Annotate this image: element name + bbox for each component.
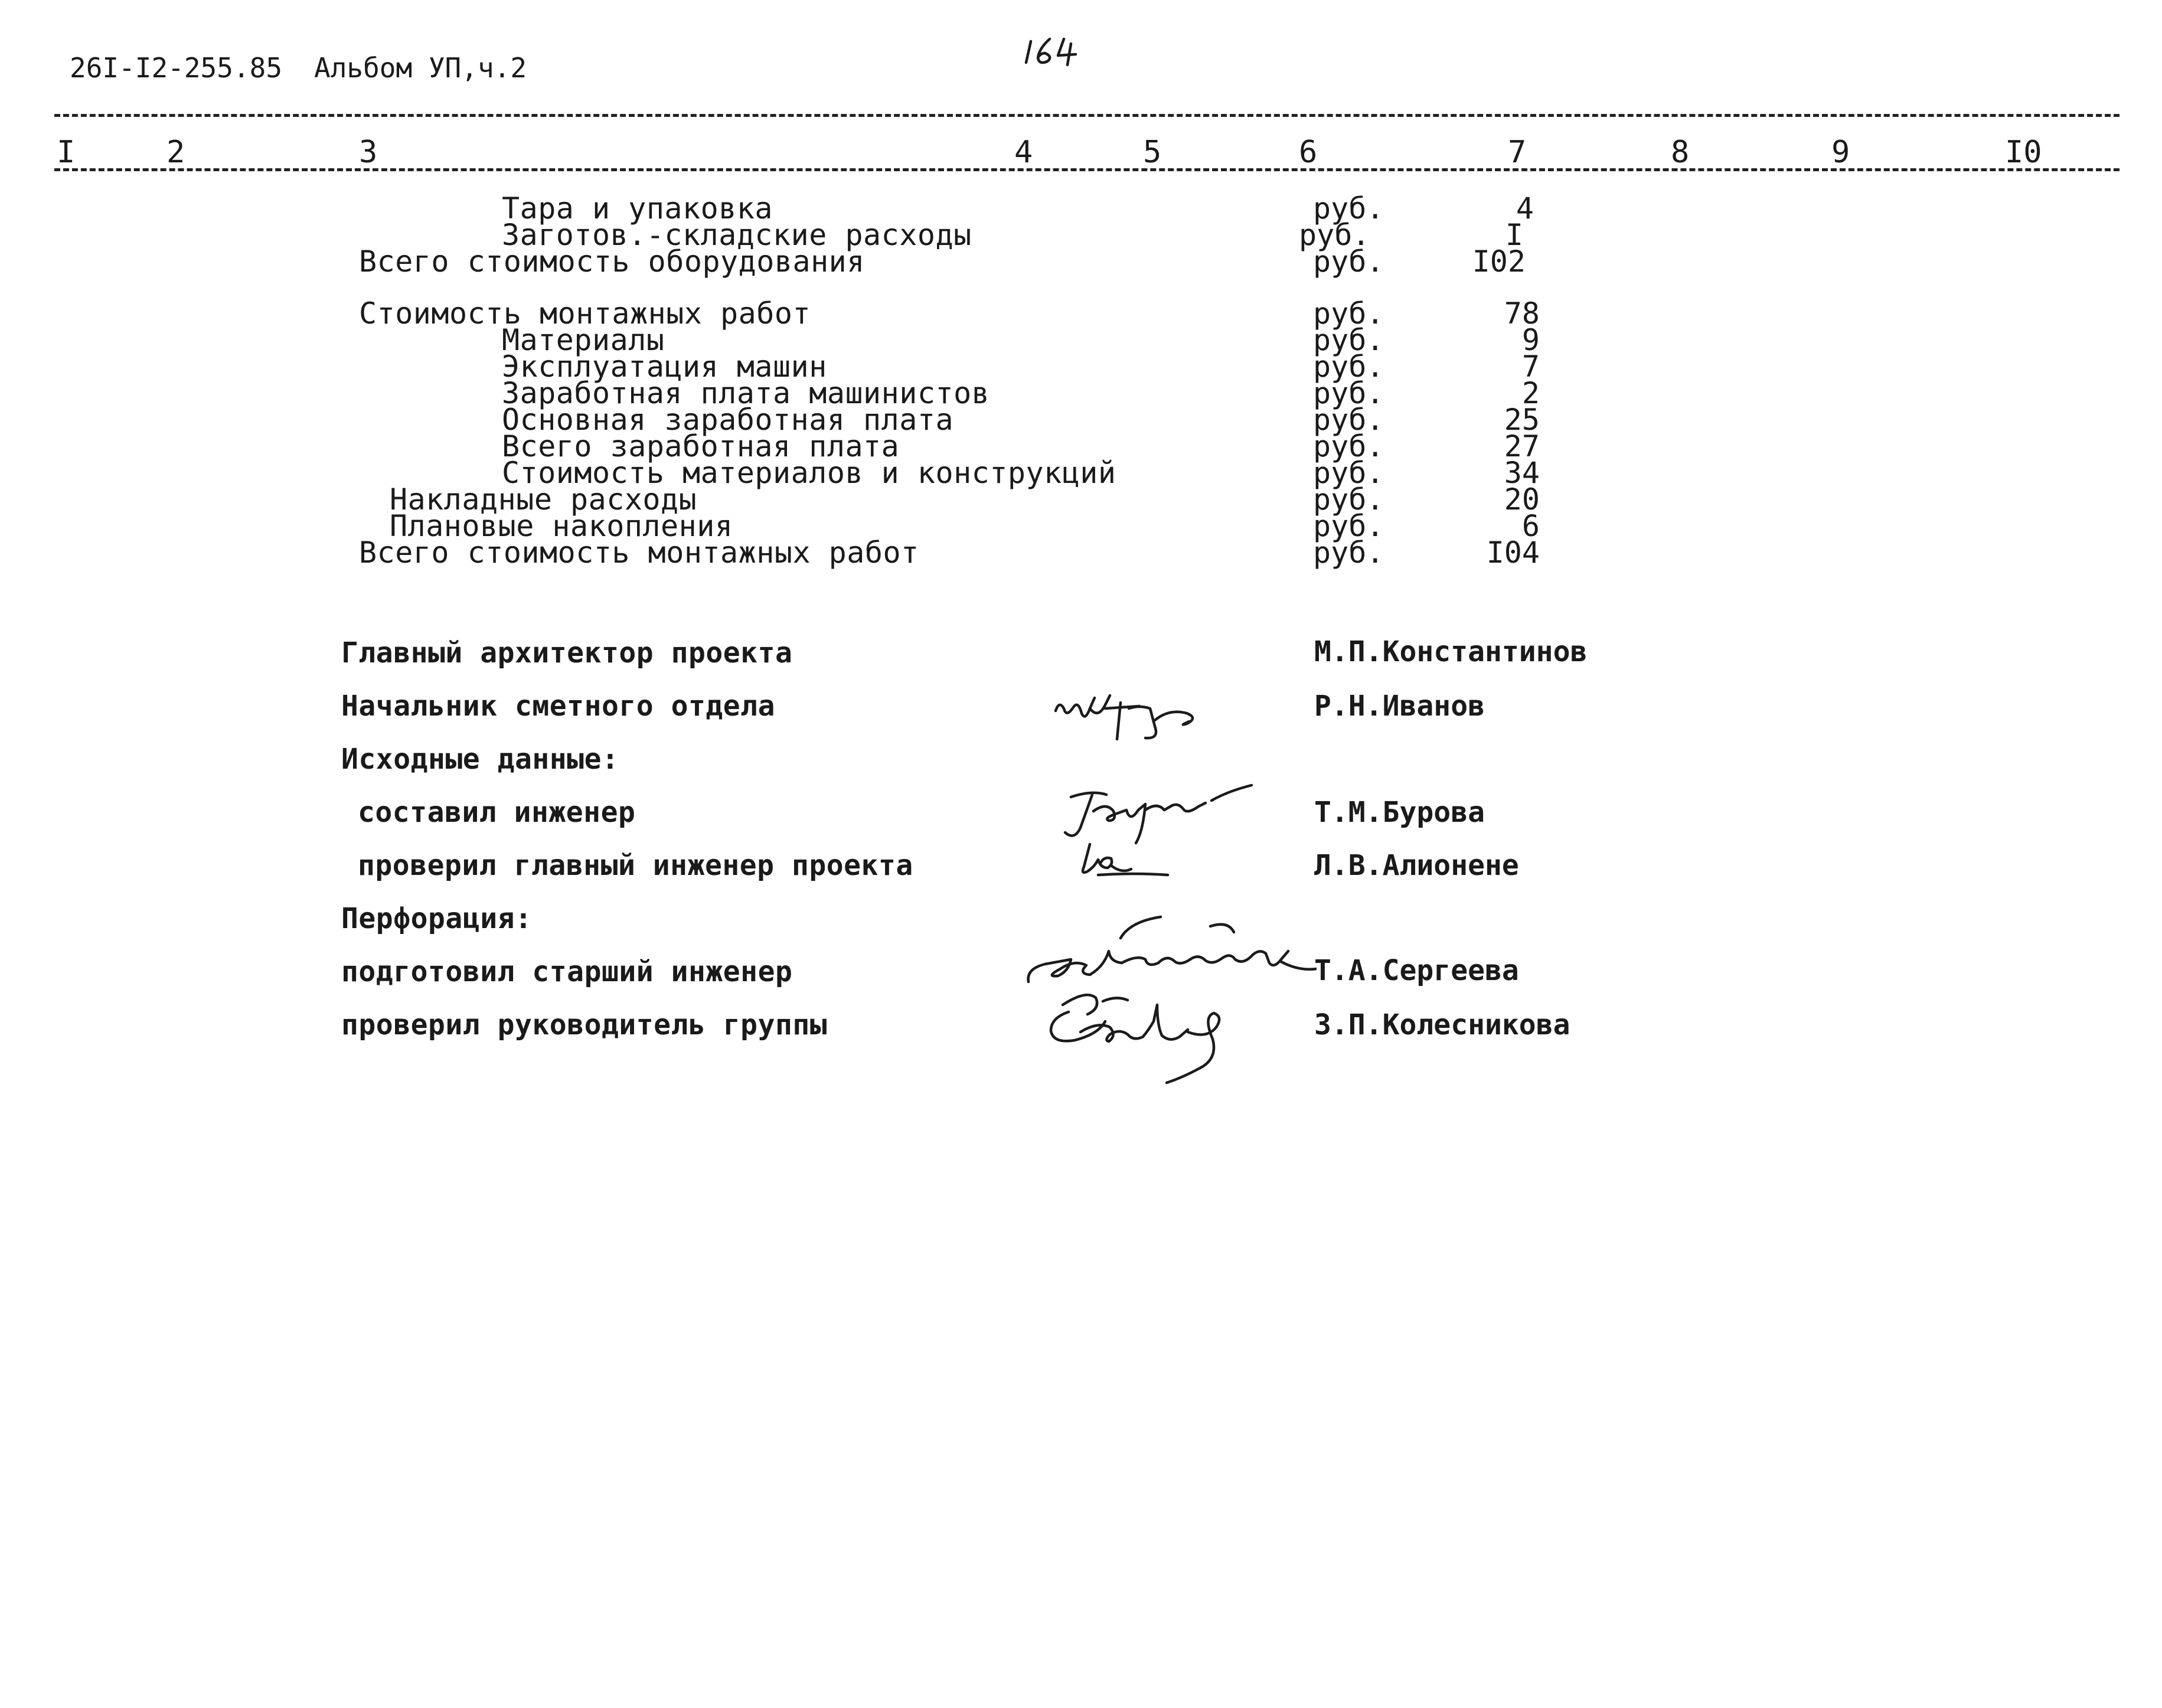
row-name: Заготов.-складские расходы: [502, 218, 972, 252]
row-name: Стоимость монтажных работ: [359, 296, 811, 331]
row-name: Всего стоимость монтажных работ: [359, 535, 919, 570]
row-value: 34: [1504, 456, 1540, 490]
row-value: 27: [1504, 429, 1540, 463]
row-value: I02: [1472, 244, 1526, 279]
signature-role: проверил главный инженер проекта: [358, 849, 913, 882]
signature-kolesnikova: [1039, 980, 1275, 1086]
column-number-5: 5: [1143, 135, 1162, 170]
row-value: 25: [1504, 403, 1540, 437]
row-unit: руб.: [1313, 376, 1384, 410]
row-unit: руб.: [1313, 509, 1384, 543]
row-unit: руб.: [1313, 403, 1384, 437]
row-unit: руб.: [1313, 296, 1384, 331]
row-unit: руб.: [1313, 323, 1384, 357]
row-name: Материалы: [502, 323, 665, 357]
row-value: I04: [1486, 535, 1540, 570]
row-unit: руб.: [1313, 456, 1384, 490]
column-number-2: 2: [166, 135, 185, 170]
signature-name: Л.В.Алионене: [1314, 849, 1519, 882]
row-unit: руб.: [1313, 191, 1384, 226]
row-value: 7: [1521, 350, 1540, 384]
column-number-7: 7: [1508, 135, 1527, 170]
row-unit: руб.: [1299, 218, 1370, 252]
row-unit: руб.: [1313, 244, 1384, 279]
row-unit: руб.: [1313, 482, 1384, 517]
column-number-8: 8: [1671, 135, 1690, 170]
signature-name: Т.М.Бурова: [1314, 796, 1485, 829]
row-name: Основная заработная плата: [502, 403, 954, 437]
section-heading: Перфорация:: [341, 902, 533, 935]
signature-role: составил инженер: [358, 796, 636, 829]
row-unit: руб.: [1313, 429, 1384, 463]
signature-name: Т.А.Сергеева: [1314, 954, 1519, 987]
signature-name: З.П.Колесникова: [1314, 1008, 1570, 1041]
row-name: Заработная плата машинистов: [502, 376, 990, 410]
top-rule: [54, 114, 2119, 117]
row-name: Эксплуатация машин: [502, 350, 827, 384]
signature-name: М.П.Константинов: [1314, 635, 1588, 668]
row-value: 4: [1516, 191, 1534, 226]
row-name: Всего стоимость оборудования: [359, 244, 865, 279]
row-value: 2: [1521, 376, 1540, 410]
row-name: Накладные расходы: [390, 482, 697, 517]
signature-name: Р.Н.Иванов: [1314, 690, 1485, 723]
row-value: 9: [1521, 323, 1540, 357]
row-name: Плановые накопления: [390, 509, 733, 543]
row-name: Стоимость материалов и конструкций: [502, 456, 1116, 490]
row-value: 6: [1521, 509, 1540, 543]
row-name: Всего заработная плата: [502, 429, 900, 463]
row-value: I: [1505, 218, 1523, 252]
section-heading: Исходные данные:: [341, 743, 619, 776]
row-value: 78: [1504, 296, 1540, 331]
column-number-6: 6: [1299, 135, 1318, 170]
column-number-9: 9: [1831, 135, 1850, 170]
signature-role: подготовил старший инженер: [341, 955, 793, 988]
document-code: 26I-I2-255.85: [70, 52, 283, 84]
column-number-4: 4: [1014, 135, 1033, 170]
column-number-10: I0: [2005, 135, 2042, 170]
signature-role: проверил руководитель группы: [341, 1008, 828, 1041]
row-unit: руб.: [1313, 535, 1384, 570]
column-number-3: 3: [359, 135, 378, 170]
column-number-1: I: [57, 135, 76, 170]
row-unit: руб.: [1313, 350, 1384, 384]
signature-role: Начальник сметного отдела: [341, 690, 775, 723]
row-value: 20: [1504, 482, 1540, 517]
album-reference: Альбом УП,ч.2: [314, 52, 527, 84]
signature-role: Главный архитектор проекта: [341, 636, 793, 670]
row-name: Тара и упаковка: [502, 191, 773, 226]
signature-alionene: [1075, 838, 1181, 886]
signature-ivanov: [1051, 685, 1216, 750]
